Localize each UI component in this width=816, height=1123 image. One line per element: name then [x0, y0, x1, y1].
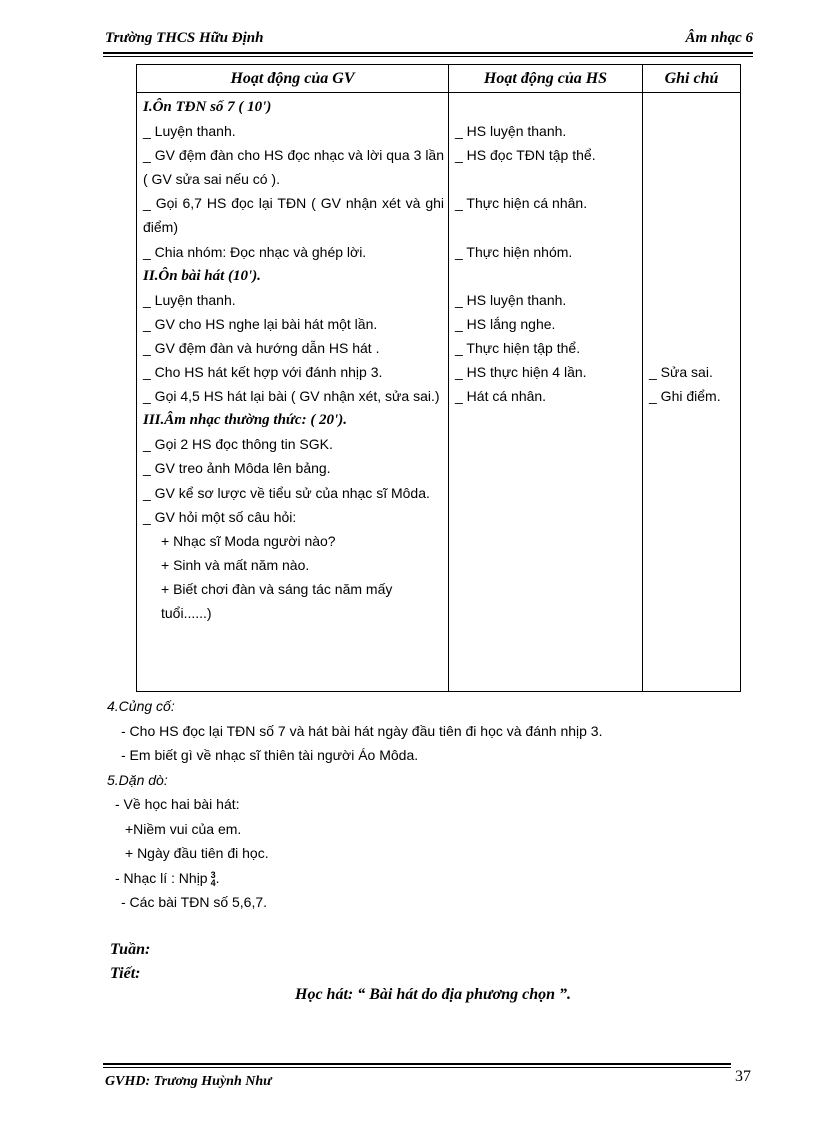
gv-subitem: + Biết chơi đàn và sáng tác năm mấy tuổi......) — [161, 580, 393, 621]
subject-name: Âm nhạc 6 — [685, 30, 753, 46]
homework-item: - Các bài TĐN số 5,6,7. — [121, 894, 268, 910]
homework-subitem: +Niềm vui của em. — [125, 820, 242, 837]
gv-item: _ GV đệm đàn cho HS đọc nhạc và lời qua 3 lần ( GV sửa sai nếu có ). — [143, 147, 444, 188]
gv-item: _ Luyện thanh. — [143, 291, 236, 308]
gv-item: _ Gọi 6,7 HS đọc lại TĐN ( GV nhận xét và ghi điểm) — [143, 195, 444, 236]
col-header-gv: Hoạt động của GV — [137, 65, 449, 93]
after-table-section — [107, 694, 747, 915]
gv-item: _ GV treo ảnh Môda lên bảng. — [143, 460, 331, 477]
school-name: Trường THCS Hữu Định — [105, 30, 264, 46]
activity-table — [136, 64, 741, 692]
period: . — [215, 869, 220, 886]
hs-item: _ Thực hiện tập thể. — [455, 339, 581, 356]
consolidation-item: - Cho HS đọc lại TĐN số 7 và hát bài hát ngày đầu tiên đi học và đánh nhịp 3. — [121, 722, 603, 739]
gv-item: _ Gọi 4,5 HS hát lại bài ( GV nhận xét, sửa sai.) — [143, 388, 440, 405]
note-item: _ Sửa sai. — [649, 364, 713, 380]
notes-column — [643, 93, 741, 692]
hs-item: _ HS thực hiện 4 lần. — [455, 364, 587, 381]
homework-heading: 5.Dặn dò: — [107, 771, 168, 788]
hs-item: _ HS đọc TĐN tập thể. — [455, 147, 596, 164]
page-number: 37 — [735, 1068, 751, 1085]
time-signature-bottom: 4 — [210, 877, 216, 888]
section-heading: II.Ôn bài hát (10'). — [143, 267, 261, 284]
lesson-label: Tiết: — [110, 965, 141, 982]
gv-subitem: + Sinh và mất năm nào. — [161, 556, 310, 573]
section-heading: I.Ôn TĐN số 7 ( 10') — [143, 99, 272, 115]
homework-item: - Về học hai bài hát: — [115, 796, 240, 812]
teacher-name: GVHD: Trương Huỳnh Như — [105, 1074, 272, 1089]
hs-item: _ Thực hiện nhóm. — [455, 243, 573, 260]
col-header-notes: Ghi chú — [643, 65, 741, 93]
header-rule-thick — [103, 52, 753, 54]
homework-item — [107, 866, 747, 891]
section-heading: III.Âm nhạc thường thức: ( 20'). — [143, 412, 347, 429]
time-signature-top: 3 — [210, 869, 216, 880]
week-label: Tuần: — [110, 941, 151, 958]
note-item: _ Ghi điểm. — [649, 388, 721, 405]
header-rule-thin — [103, 56, 753, 57]
music-theory-label: - Nhạc lí : Nhịp — [115, 869, 208, 886]
gv-item: _ GV hỏi một số câu hỏi: — [143, 508, 297, 525]
hs-item: _ Hát cá nhân. — [455, 388, 547, 405]
hs-item: _ HS lắng nghe. — [455, 315, 556, 332]
hs-item: _ Thực hiện cá nhân. — [455, 195, 588, 212]
week-lesson-block — [110, 938, 150, 986]
hs-column — [449, 93, 643, 692]
col-header-hs: Hoạt động của HS — [449, 65, 643, 93]
consolidation-heading: 4.Củng cố: — [107, 698, 175, 714]
footer-rule-thick — [103, 1063, 731, 1065]
gv-subitem: + Nhạc sĩ Moda người nào? — [161, 532, 336, 549]
gv-column — [137, 93, 449, 692]
footer-rule-thin — [103, 1067, 731, 1068]
homework-subitem: + Ngày đầu tiên đi học. — [125, 845, 269, 861]
gv-item: _ GV kể sơ lược về tiểu sử của nhạc sĩ Môda. — [143, 484, 430, 501]
page-header — [105, 30, 753, 52]
table-body-row — [137, 93, 741, 692]
gv-item: _ Gọi 2 HS đọc thông tin SGK. — [143, 436, 333, 453]
table-header-row — [137, 65, 741, 93]
consolidation-item: - Em biết gì về nhạc sĩ thiên tài người Áo Môda. — [121, 747, 419, 763]
hs-item: _ HS luyện thanh. — [455, 123, 567, 140]
gv-item: _ Chia nhóm: Đọc nhạc và ghép lời. — [143, 243, 367, 260]
hs-item: _ HS luyện thanh. — [455, 291, 567, 308]
lesson-title: Học hát: “ Bài hát do địa phương chọn ”. — [295, 986, 571, 1003]
gv-item: _ Cho HS hát kết hợp với đánh nhịp 3. — [143, 364, 383, 381]
gv-item: _ GV cho HS nghe lại bài hát một lần. — [143, 315, 378, 332]
gv-item: _ Luyện thanh. — [143, 123, 236, 140]
gv-item: _ GV đệm đàn và hướng dẫn HS hát . — [143, 339, 380, 356]
